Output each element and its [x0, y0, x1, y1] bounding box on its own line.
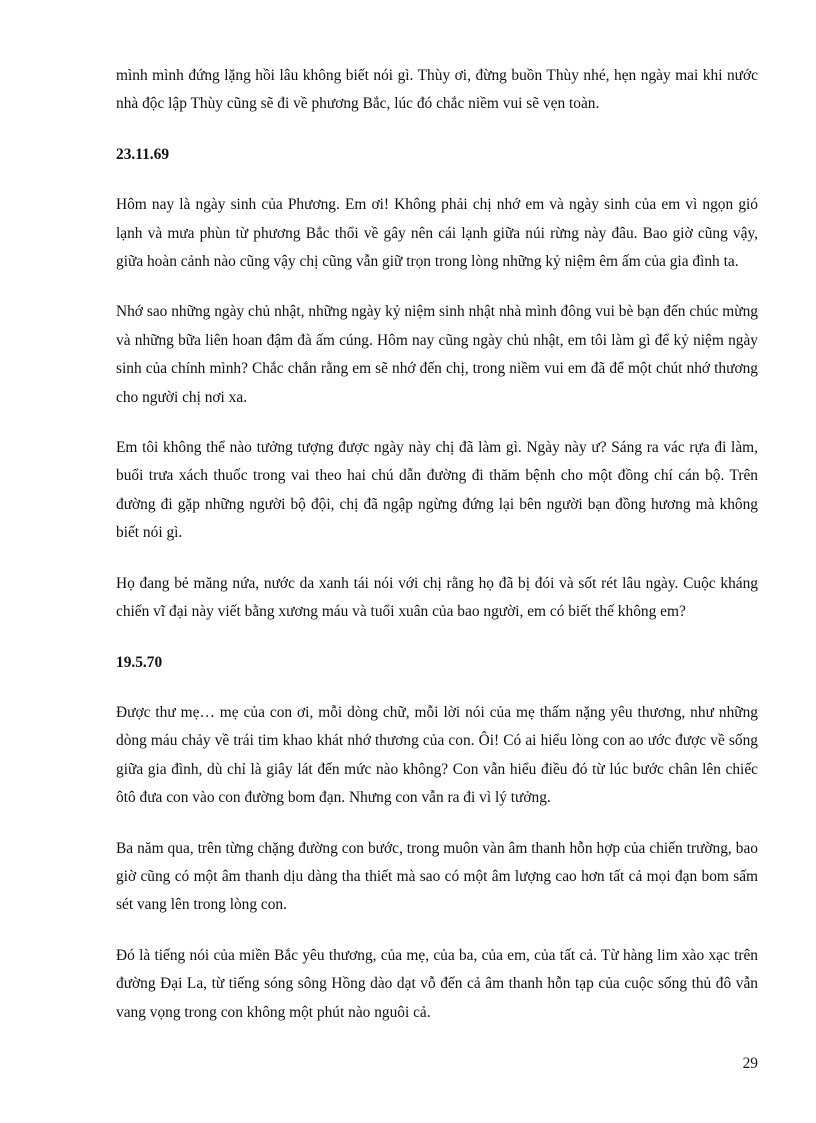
diary-date-heading: 19.5.70 [116, 653, 163, 671]
paragraph: mình mình đứng lặng hồi lâu không biết nói gì. Thùy ơi, đừng buồn Thùy nhé, hẹn ngày mai khi nước nhà độc lập Thùy cũng sẽ đi về phương Bắc, lúc đó chắc niềm vui sẽ vẹn toàn. [116, 67, 758, 113]
paragraph: Em tôi không thể nào tưởng tượng được ngày này chị đã làm gì. Ngày này ư? Sáng ra vác rựa đi làm, buổi trưa xách thuốc trong vai theo hai chú dẫn đường đi thăm bệnh cho một đồng chí cán bộ. Trên đường đi gặp những người bộ đội, chị đã ngập ngừng đứng lại bên người bạn đồng hương mà không biết nói gì. [116, 439, 758, 542]
document-page [116, 62, 758, 1049]
paragraph: Họ đang bẻ măng nứa, nước da xanh tái nói với chị rằng họ đã bị đói và sốt rét lâu ngày. Cuộc kháng chiến vĩ đại này viết bằng xương máu và tuổi xuân của bao người, em có biết thế không em? [116, 574, 758, 621]
diary-date-heading: 23.11.69 [116, 145, 170, 163]
paragraph: Được thư mẹ… mẹ của con ơi, mỗi dòng chữ, mỗi lời nói của mẹ thấm nặng yêu thương, như những dòng máu chảy về trái tim khao khát nhớ thương của con. Ôi! Có ai hiểu lòng con ao ước được về sống giữa gia đình, dù chỉ là giây lát đến mức nào không? Con vẫn hiểu điều đó từ lúc bước chân lên chiếc ôtô đưa con vào con đường bom đạn. Nhưng con vẫn ra đi vì lý tưởng. [116, 703, 758, 807]
paragraph: Nhớ sao những ngày chủ nhật, những ngày kỷ niệm sinh nhật nhà mình đông vui bè bạn đến chúc mừng và những bữa liên hoan đậm đà ấm cúng. Hôm nay cũng ngày chủ nhật, em tôi làm gì để kỷ niệm ngày sinh của chính mình? Chắc chắn rằng em sẽ nhớ đến chị, trong niềm vui em đã để một chút nhớ thương cho người chị nơi xa. [116, 303, 758, 406]
page-number: 29 [742, 1055, 758, 1072]
paragraph: Đó là tiếng nói của miền Bắc yêu thương, của mẹ, của ba, của em, của tất cả. Từ hàng lim xào xạc trên đường Đại La, từ tiếng sóng sông Hồng dào dạt vỗ đến cả âm thanh hỗn tạp của cuộc sống thủ đô vẫn vang vọng trong con không một phút nào nguôi cả. [116, 946, 758, 1021]
paragraph: Ba năm qua, trên từng chặng đường con bước, trong muôn vàn âm thanh hỗn hợp của chiến trường, bao giờ cũng có một âm thanh dịu dàng tha thiết mà sao có một âm lượng cao hơn tất cả mọi đạn bom sấm sét vang lên trong lòng con. [116, 839, 758, 914]
paragraph: Hôm nay là ngày sinh của Phương. Em ơi! Không phải chị nhớ em và ngày sinh của em vì ngọn gió lạnh và mưa phùn từ phương Bắc thổi về gây nên cái lạnh giữa núi rừng này đâu. Bao giờ cũng vậy, giữa hoàn cảnh nào cũng vậy chị cũng vẫn giữ trọn trong lòng những kỷ niệm êm ấm của gia đình ta. [116, 196, 758, 271]
